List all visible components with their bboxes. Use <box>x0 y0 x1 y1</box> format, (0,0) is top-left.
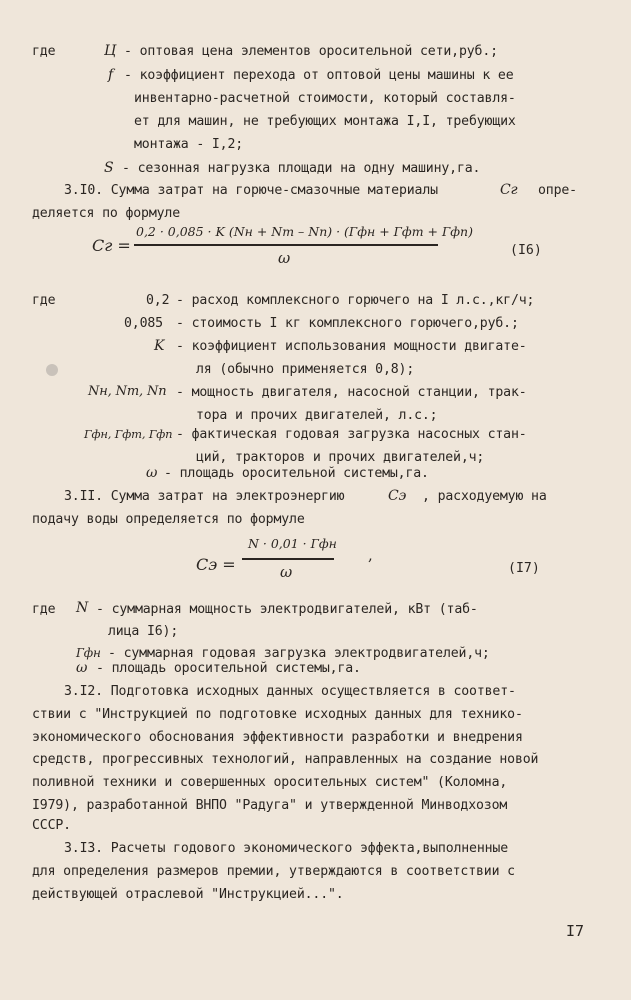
eq16-fraction-bar <box>134 244 438 246</box>
eq17-comma: , <box>368 546 373 564</box>
definition-area-2: - площадь оросительной системы,га. <box>96 661 361 676</box>
definition-f-line2: инвентарно-расчетной стоимости, который составля- <box>134 91 516 106</box>
symbol-omega: ω <box>146 465 158 481</box>
definition-s: - сезонная нагрузка площади на одну машину,га. <box>122 161 481 176</box>
where-label: где <box>32 44 56 59</box>
section-3-11-line2: подачу воды определяется по формуле <box>32 512 305 527</box>
definition-n-line2: лица I6); <box>108 624 179 639</box>
definition-gfn: - суммарная годовая загрузка электродвигателей,ч; <box>108 646 490 661</box>
eq17-denominator: ω <box>280 563 293 581</box>
section-3-10-line1-end: опре- <box>538 183 577 198</box>
where-label-3: где <box>32 602 56 617</box>
section-3-12-line5: поливной техники и совершенных оросительных систем" (Коломна, <box>32 775 508 790</box>
eq16-number: (I6) <box>510 243 542 258</box>
punch-hole <box>46 364 58 376</box>
section-3-12-line2: ствии с "Инструкцией по подготовке исходных данных для технико- <box>32 707 523 722</box>
symbol-n: N <box>76 600 89 616</box>
section-3-13-line1: 3.I3. Расчеты годового экономического эффекта,выполненные <box>64 841 509 856</box>
section-3-12-line1: 3.I2. Подготовка исходных данных осуществляется в соответ- <box>64 684 516 699</box>
symbol-c: Ц <box>104 43 117 59</box>
symbol-cg: Cг <box>500 182 518 198</box>
definition-f-line1: - коэффициент перехода от оптовой цены машины к ее <box>124 68 514 83</box>
definition-k-line1: - коэффициент использования мощности двигате- <box>176 339 527 354</box>
definition-fuel-cost: - стоимость I кг комплексного горючего,руб.; <box>176 316 519 331</box>
symbol-omega-2: ω <box>76 660 88 676</box>
definition-f-line4: монтажа - I,2; <box>134 137 244 152</box>
section-3-12-line7: СССР. <box>32 818 71 833</box>
section-3-12-line3: экономического обоснования эффективности разработки и внедрения <box>32 730 523 745</box>
symbol-ce: Cэ <box>388 488 407 504</box>
symbol-k: K <box>154 338 165 354</box>
eq17-number: (I7) <box>508 561 540 576</box>
definition-power-line1: - мощность двигателя, насосной станции, трак- <box>176 385 527 400</box>
section-3-10-line2: деляется по формуле <box>32 206 181 221</box>
symbol-0-2: 0,2 <box>146 293 170 308</box>
symbol-0-085: 0,085 <box>124 316 163 331</box>
section-3-11-line1: 3.II. Сумма затрат на электроэнергию <box>64 489 345 504</box>
section-3-13-line3: действующей отраслевой "Инструкцией...". <box>32 887 344 902</box>
symbol-n-powers: Nн, Nт, Nп <box>88 384 167 399</box>
eq16-lhs: Cг = <box>92 236 131 255</box>
symbol-s: S <box>104 160 114 176</box>
definition-power-line2: тора и прочих двигателей, л.с.; <box>196 408 438 423</box>
eq17-lhs: Cэ = <box>196 555 236 574</box>
definition-load-line1: - фактическая годовая загрузка насосных стан- <box>176 427 527 442</box>
eq17-numerator: N · 0,01 · Гфн <box>248 536 337 551</box>
where-label-2: где <box>32 293 56 308</box>
section-3-12-line6: I979), разработанной ВНПО "Радуга" и утвержденной Минводхозом <box>32 798 508 813</box>
definition-n-line1: - суммарная мощность электродвигателей, кВт (таб- <box>96 602 478 617</box>
definition-f-line3: ет для машин, не требующих монтажа I,I, требующих <box>134 114 516 129</box>
symbol-g-loads: Гфн, Гфт, Гфп <box>84 427 173 441</box>
section-3-12-line4: средств, прогрессивных технологий, направленных на создание новой <box>32 752 539 767</box>
eq17-fraction-bar <box>242 558 334 560</box>
definition-k-line2: ля (обычно применяется 0,8); <box>196 362 415 377</box>
definition-area: - площадь оросительной системы,га. <box>164 466 429 481</box>
eq16-numerator: 0,2 · 0,085 · K (Nн + Nт – Nп) · (Гфн + Гфт + Гфп) <box>136 224 473 239</box>
symbol-f: f <box>108 67 114 83</box>
eq16-denominator: ω <box>278 249 291 267</box>
definition-c: - оптовая цена элементов оросительной сети,руб.; <box>124 44 498 59</box>
definition-fuel-consumption: - расход комплексного горючего на I л.с.,кг/ч; <box>176 293 535 308</box>
section-3-11-line1-end: , расходуемую на <box>422 489 547 504</box>
section-3-13-line2: для определения размеров премии, утверждаются в соответствии с <box>32 864 515 879</box>
symbol-gfn: Гфн <box>76 646 101 660</box>
section-3-10-line1: 3.I0. Сумма затрат на горюче-смазочные материалы <box>64 183 438 198</box>
definition-load-line2: ций, тракторов и прочих двигателей,ч; <box>196 450 485 465</box>
page-number: I7 <box>566 922 585 940</box>
